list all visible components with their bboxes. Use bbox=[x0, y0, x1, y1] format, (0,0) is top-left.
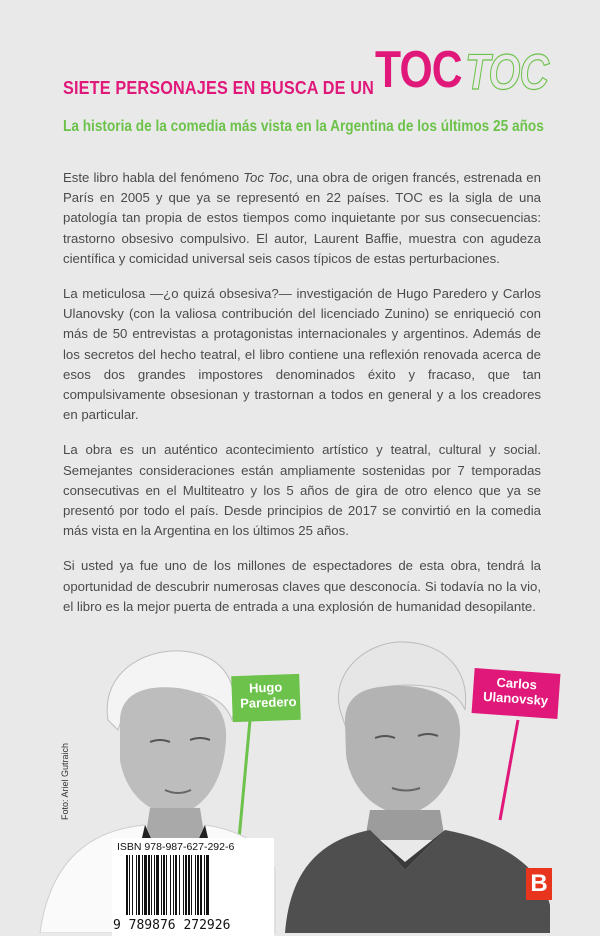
barcode-bar bbox=[129, 855, 130, 915]
author-label-carlos: Carlos Ulanovsky bbox=[472, 668, 561, 719]
paragraph-text: La obra es un auténtico acontecimiento artístico y teatral, cultural y social. Semejantes consideraciones están ampliamente sostenidas por 7 temporadas consecutivas en el Multiteatro y los 5 años de gira de otro elenco que ya se presentó por todo el país. Desde principios de 2017 se convirtió en la comedia más vista en la Argentina en los últimos 25 años. bbox=[63, 442, 541, 539]
paragraph-text: , una obra de origen francés, estrenada en París en 2005 y que ya se representó en 22 países. TOC es la sigla de una patología tan propia de estos tiempos como inquietante por sus consecuencias: trastorno obsesivo compulsivo. El autor, Laurent Baffie, muestra con agudeza científica y comicidad universal seis casos típicos de estas perturbaciones. bbox=[63, 170, 541, 266]
barcode-number: 9 789876 272926 bbox=[113, 918, 231, 933]
carlos-shirt bbox=[285, 830, 550, 933]
carlos-face bbox=[345, 686, 460, 815]
barcode-bar bbox=[185, 855, 187, 915]
paragraph-text: Si usted ya fue uno de los millones de espectadores de esta obra, tendrá la oportunidad de descubrir numerosas claves que desconocía. Si todavía no la vio, el libro es la mejor puerta de entrada a una explosión de humanidad desopilante. bbox=[63, 558, 541, 614]
toc-logo-outline: TOC bbox=[465, 44, 549, 100]
toc-logo-pink: TOC bbox=[375, 41, 462, 99]
barcode-bar bbox=[204, 855, 205, 915]
synopsis-paragraph bbox=[63, 284, 541, 425]
author-label-hugo: Hugo Paredero bbox=[231, 674, 301, 722]
barcode-bar bbox=[173, 855, 174, 915]
barcode-bar bbox=[136, 855, 137, 915]
barcode-bar bbox=[126, 855, 128, 915]
paragraph-text: Este libro habla del fenómeno bbox=[63, 170, 244, 185]
book-subtitle: La historia de la comedia más vista en la Argentina de los últimos 25 años bbox=[63, 118, 544, 135]
paragraph-text: La meticulosa —¿o quizá obsesiva?— investigación de Hugo Paredero y Carlos Ulanovsky (con la valiosa contribución del licenciado Zunino) se enriqueció con más de 50 entrevistas a protagonistas internacionales y argentinos. Además de los secretos del hecho teatral, el libro contiene una reflexión renovada acerca de esos dos grandes impostores denominados éxito y fracaso, que tan compulsivamente obsesionan y trastornan a todos en general y a los creadores en particular. bbox=[63, 286, 541, 423]
barcode-bar bbox=[132, 855, 133, 915]
isbn-text: ISBN 978-987-627-292-6 bbox=[117, 841, 235, 853]
barcode-bar bbox=[148, 855, 150, 915]
barcode-bar bbox=[179, 855, 180, 915]
barcode-bar bbox=[166, 855, 167, 915]
barcode-bar bbox=[156, 855, 159, 915]
barcode-bar bbox=[151, 855, 152, 915]
barcode-bar bbox=[200, 855, 202, 915]
hugo-face bbox=[120, 687, 226, 815]
play-title-italic: Toc Toc bbox=[243, 170, 289, 185]
barcode-bar bbox=[154, 855, 155, 915]
barcode-bar bbox=[191, 855, 192, 915]
title-block bbox=[63, 40, 549, 110]
synopsis-paragraph bbox=[63, 168, 541, 269]
book-title: SIETE PERSONAJES EN BUSCA DE UN bbox=[63, 78, 375, 98]
barcode-bar bbox=[197, 855, 199, 915]
synopsis bbox=[63, 168, 541, 632]
sign-stick-hugo bbox=[238, 720, 250, 850]
barcode-bar bbox=[188, 855, 190, 915]
sign-stick-carlos bbox=[500, 720, 518, 820]
photo-credit: Foto: Ariel Gutraich bbox=[60, 742, 70, 820]
barcode-bar bbox=[206, 855, 209, 915]
barcode-icon bbox=[125, 855, 265, 915]
barcode-bar bbox=[175, 855, 177, 915]
barcode-bar bbox=[138, 855, 140, 915]
publisher-logo: B bbox=[526, 868, 552, 900]
isbn-barcode-block bbox=[112, 838, 274, 936]
barcode-bar bbox=[142, 855, 143, 915]
barcode-bar bbox=[195, 855, 196, 915]
synopsis-paragraph bbox=[63, 556, 541, 617]
barcode-bar bbox=[161, 855, 162, 915]
barcode-bar bbox=[144, 855, 147, 915]
synopsis-paragraph bbox=[63, 440, 541, 541]
barcode-bar bbox=[163, 855, 165, 915]
barcode-bar bbox=[183, 855, 184, 915]
barcode-bar bbox=[170, 855, 171, 915]
